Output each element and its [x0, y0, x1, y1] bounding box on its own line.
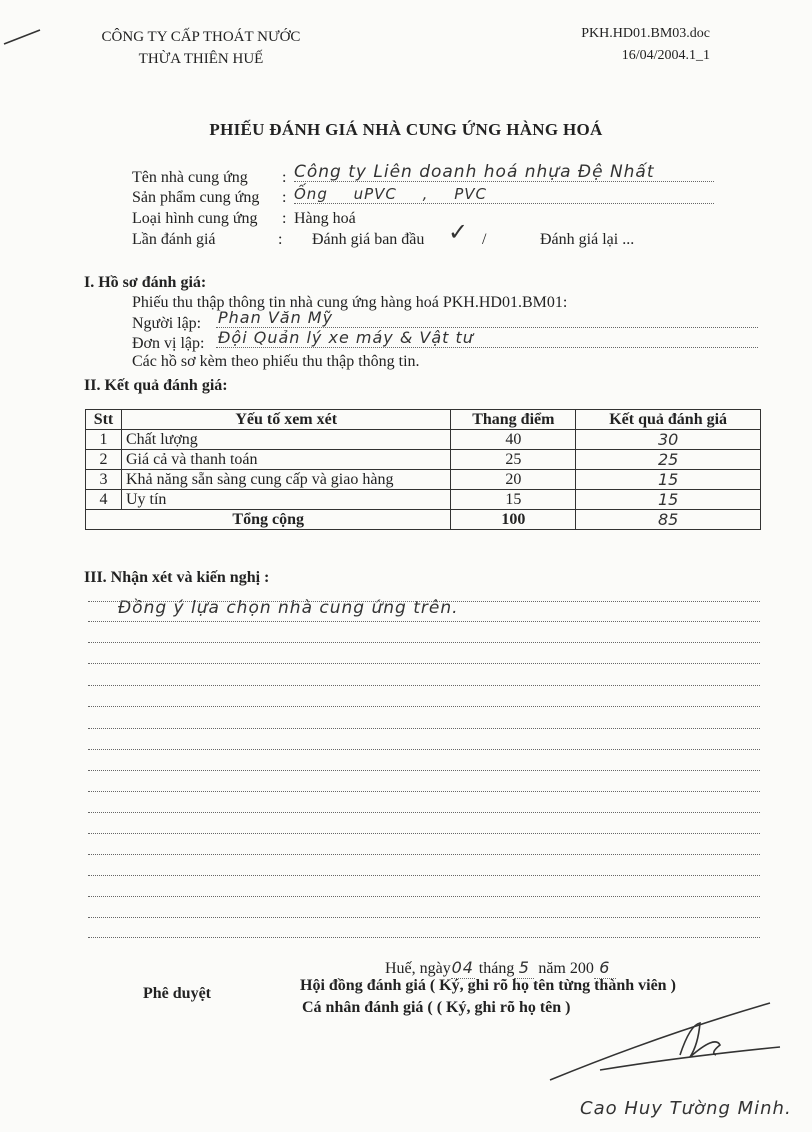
council-signature-label: Hội đồng đánh giá ( Ký, ghi rõ họ tên từng thành viên ) — [300, 977, 676, 994]
form-title: PHIẾU ĐÁNH GIÁ NHÀ CUNG ỨNG HÀNG HOÁ — [209, 120, 603, 139]
total-result: 85 — [576, 510, 761, 530]
company-name-line1: CÔNG TY CẤP THOÁT NƯỚC — [101, 29, 301, 45]
comment-line — [88, 662, 760, 664]
column-header: Yếu tố xem xét — [121, 410, 450, 430]
date-day: 04 — [451, 958, 474, 977]
author-label: Người lập: — [132, 315, 202, 332]
date-place: Huế, ngày — [385, 960, 451, 977]
date-month: 5 — [514, 958, 534, 979]
initial-evaluation-option: Đánh giá ban đầu — [312, 231, 425, 248]
row-result: 15 — [576, 470, 761, 490]
re-evaluation-option: Đánh giá lại ... — [540, 231, 635, 248]
comment-line — [88, 916, 760, 918]
table-header-row — [86, 410, 761, 430]
date-year-label: năm 200 — [538, 960, 594, 977]
supply-type-value: Hàng hoá — [294, 210, 356, 227]
evaluation-table — [85, 409, 761, 530]
unit-row — [132, 328, 762, 354]
pen-stroke-mark — [0, 20, 60, 50]
table-row — [86, 430, 761, 450]
comment-line — [88, 705, 760, 707]
row-scale: 40 — [451, 430, 576, 450]
approval-label: Phê duyệt — [143, 985, 211, 1002]
date-month-label: tháng — [478, 960, 515, 977]
row-number: 1 — [86, 430, 122, 450]
product-label: Sản phẩm cung ứng — [132, 189, 260, 206]
table-row — [86, 450, 761, 470]
doc-version: 16/04/2004.1_1 — [621, 48, 710, 63]
unit-label: Đơn vị lập: — [132, 335, 205, 352]
row-factor: Chất lượng — [121, 430, 450, 450]
comment-line — [88, 727, 760, 729]
author-value: Phan Văn Mỹ — [216, 308, 758, 328]
evaluation-label: Lần đánh giá — [132, 231, 216, 248]
comment-line — [88, 790, 760, 792]
evaluation-row: Lần đánh giá : Đánh giá ban đầu ✓ / Đánh giá lại ... — [132, 218, 635, 248]
row-factor: Uy tín — [121, 490, 450, 510]
comment-line — [88, 811, 760, 813]
total-label: Tổng cộng — [86, 510, 451, 530]
row-scale: 15 — [451, 490, 576, 510]
comment-line — [88, 748, 760, 750]
collection-form-line: Phiếu thu thập thông tin nhà cung ứng hàng hoá PKH.HD01.BM01: — [132, 294, 568, 311]
total-scale: 100 — [451, 510, 576, 530]
section-3-heading: III. Nhận xét và kiến nghị : — [84, 569, 270, 586]
column-header: Stt — [86, 410, 122, 430]
comment-line — [88, 600, 760, 602]
doc-code: PKH.HD01.BM03.doc — [581, 26, 710, 41]
table-row — [86, 470, 761, 490]
product-row: Sản phẩm cung ứng : Ống uPVC , PVC — [132, 188, 732, 208]
document-code — [560, 23, 710, 67]
comment-line — [88, 832, 760, 834]
row-result: 15 — [576, 490, 761, 510]
row-result: 25 — [576, 450, 761, 470]
individual-signature-label: Cá nhân đánh giá ( ( Ký, ghi rõ họ tên ) — [302, 999, 571, 1016]
comment-line — [88, 895, 760, 897]
section-1-heading: I. Hồ sơ đánh giá: — [84, 274, 207, 291]
row-factor: Giá cả và thanh toán — [121, 450, 450, 470]
comment-line — [88, 853, 760, 855]
comment-line — [88, 874, 760, 876]
signer-name: Cao Huy Tường Minh. — [580, 1098, 792, 1119]
comment-line — [88, 684, 760, 686]
supply-type-label: Loại hình cung ứng — [132, 210, 258, 227]
supplier-label: Tên nhà cung ứng — [132, 169, 248, 186]
evaluation-separator: / — [482, 231, 487, 248]
product-value: Ống uPVC , PVC — [294, 184, 714, 204]
company-name-line2: THỪA THIÊN HUẾ — [138, 51, 264, 67]
row-scale: 25 — [451, 450, 576, 470]
row-number: 4 — [86, 490, 122, 510]
row-factor: Khả năng sẵn sàng cung cấp và giao hàng — [121, 470, 450, 490]
row-number: 3 — [86, 470, 122, 490]
unit-value: Đội Quản lý xe máy & Vật tư — [216, 328, 758, 348]
row-number: 2 — [86, 450, 122, 470]
comment-text: Đồng ý lựa chọn nhà cung ứng trên. — [118, 598, 459, 618]
comment-line — [88, 769, 760, 771]
date-year: 6 — [594, 958, 616, 979]
section-2-heading: II. Kết quả đánh giá: — [84, 377, 228, 394]
column-header: Kết quả đánh giá — [576, 410, 761, 430]
table-row — [86, 490, 761, 510]
row-result: 30 — [576, 430, 761, 450]
company-header — [96, 26, 306, 70]
handwritten-signature — [540, 995, 800, 1085]
supply-type-row: Loại hình cung ứng : Hàng hoá — [132, 210, 356, 227]
supplier-row: Tên nhà cung ứng : Công ty Liên doanh hoá nhựa Đệ Nhất — [132, 168, 732, 188]
comment-line — [88, 936, 760, 938]
comment-line — [88, 641, 760, 643]
row-scale: 20 — [451, 470, 576, 490]
column-header: Thang điểm — [451, 410, 576, 430]
check-mark-icon: ✓ — [448, 218, 470, 246]
supplier-value: Công ty Liên doanh hoá nhựa Đệ Nhất — [294, 162, 714, 182]
attachments-line: Các hồ sơ kèm theo phiếu thu thập thông tin. — [132, 353, 420, 370]
table-total-row — [86, 510, 761, 530]
comment-line — [88, 620, 760, 622]
